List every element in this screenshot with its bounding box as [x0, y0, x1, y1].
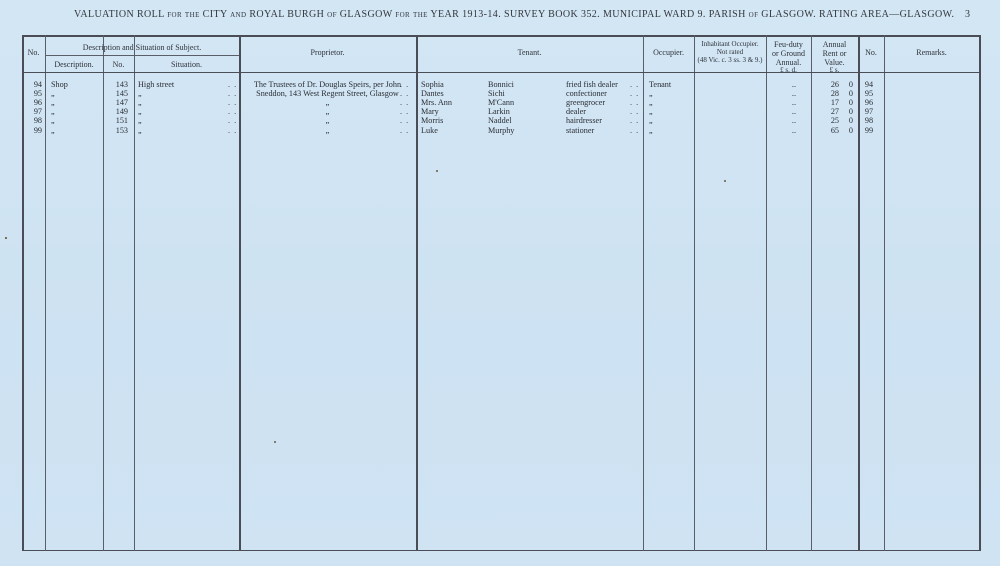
row-no: 96 — [33, 98, 42, 108]
row-tenant-trade: stationer — [566, 125, 595, 135]
row-occupier: „ — [649, 98, 653, 108]
page-title: VALUATION ROLL for the CITY and ROYAL BURGH of GLASGOW for the YEAR 1913-14. SURVEY BOOK 352. MUNICIPAL WARD 9. PARISH of GLASGOW. RATING AREA—GLASGOW. — [74, 9, 955, 20]
row-rent-pounds: 17 — [830, 98, 839, 108]
row-rent-pounds: 26 — [830, 80, 839, 89]
row-no: 94 — [33, 80, 42, 89]
row-tenant-surname: Bonnici — [488, 80, 514, 89]
inhabitant-line-1: Inhabitant Occupier. — [701, 40, 759, 48]
leader-dots-situation: . . — [228, 116, 238, 126]
row-number: 149 — [115, 107, 128, 117]
row-tenant-surname: Sichi — [488, 89, 505, 99]
rent-line-2: Rent or — [822, 49, 847, 58]
leader-dots-tenant: . . — [630, 80, 640, 89]
row-situation: „ — [138, 107, 142, 117]
col-header-feu-duty — [766, 40, 811, 67]
row-tenant-trade: greengrocer — [566, 98, 606, 108]
feu-line-3: Annual. — [775, 58, 802, 67]
row-tenant-first-name: Mrs. Ann — [421, 98, 452, 108]
row-rent-pounds: 25 — [830, 116, 839, 126]
leader-dots-tenant: . . — [630, 98, 640, 108]
row-tenant-first-name: Mary — [421, 107, 439, 117]
row-occupier: „ — [649, 116, 653, 126]
row-occupier: „ — [649, 89, 653, 99]
row-rent-shillings: 0 — [848, 116, 853, 126]
row-rent-shillings: 0 — [848, 89, 853, 99]
feu-line-2: or Ground — [771, 49, 806, 58]
leader-dots-proprietor: . . — [400, 80, 410, 89]
row-proprietor: „ — [325, 98, 330, 108]
row-tenant-surname: M'Cann — [488, 98, 515, 108]
row-proprietor: „ — [325, 107, 330, 117]
col-header-remarks: Remarks. — [916, 48, 947, 57]
row-no: 99 — [33, 125, 42, 135]
feu-line-1: Feu-duty — [774, 40, 803, 49]
row-no-right: 96 — [864, 98, 874, 108]
row-tenant-first-name: Morris — [421, 116, 444, 126]
table-row — [0, 89, 1000, 98]
row-rent-pounds: 27 — [830, 107, 839, 117]
row-feu-duty: .. — [791, 125, 796, 135]
leader-dots-proprietor: . . — [400, 125, 410, 135]
row-number: 151 — [115, 116, 128, 126]
leader-dots-tenant: . . — [630, 89, 640, 99]
row-number: 143 — [115, 80, 128, 89]
row-feu-duty: .. — [791, 98, 796, 108]
table-row — [0, 98, 1000, 107]
row-description: „ — [51, 116, 55, 126]
row-feu-duty: .. — [791, 80, 796, 89]
paper-speck — [436, 170, 438, 172]
row-no: 95 — [33, 89, 42, 99]
leader-dots-proprietor: . . — [400, 107, 410, 117]
leader-dots-tenant: . . — [630, 107, 640, 117]
rent-units: £ s. — [829, 66, 840, 74]
page-header — [0, 9, 1000, 25]
feu-units: £ s. d. — [780, 66, 797, 74]
col-header-description: Description. — [54, 60, 94, 69]
row-situation: „ — [138, 125, 142, 135]
leader-dots-proprietor: . . — [400, 89, 410, 99]
col-header-inhabitant — [694, 40, 766, 64]
row-occupier: „ — [649, 107, 653, 117]
table-row — [0, 116, 1000, 125]
row-proprietor: „ — [325, 125, 330, 135]
row-no-right: 94 — [864, 80, 874, 89]
row-situation: „ — [138, 98, 142, 108]
row-occupier: Tenant — [649, 80, 672, 89]
inhabitant-line-3: (48 Vic. c. 3 ss. 3 & 9.) — [697, 56, 763, 64]
row-feu-duty: .. — [791, 107, 796, 117]
row-proprietor: Sneddon, 143 West Regent Street, Glasgow — [256, 89, 399, 99]
col-header-number: No. — [112, 60, 125, 69]
table-row — [0, 126, 1000, 135]
row-tenant-first-name: Luke — [421, 125, 438, 135]
row-feu-duty: .. — [791, 116, 796, 126]
row-situation: High street — [138, 80, 175, 89]
inhabitant-line-2: Not rated — [716, 48, 744, 56]
row-rent-shillings: 0 — [848, 98, 853, 108]
row-tenant-surname: Naddel — [488, 116, 512, 126]
row-rent-pounds: 28 — [830, 89, 839, 99]
row-situation: „ — [138, 116, 142, 126]
row-number: 145 — [115, 89, 128, 99]
rule-under-group-header — [45, 55, 239, 56]
row-no-right: 99 — [864, 125, 874, 135]
table-row — [0, 80, 1000, 89]
row-feu-duty: .. — [791, 89, 796, 99]
row-description: „ — [51, 107, 55, 117]
row-number: 153 — [115, 125, 128, 135]
leader-dots-tenant: . . — [630, 116, 640, 126]
row-no-right: 97 — [864, 107, 874, 117]
row-description: Shop — [51, 80, 68, 89]
row-tenant-trade: dealer — [566, 107, 586, 117]
row-proprietor: The Trustees of Dr. Douglas Speirs, per John — [253, 80, 402, 89]
page-number: 3 — [965, 9, 971, 20]
col-header-annual-rent — [811, 40, 858, 67]
col-header-no-right: No. — [865, 48, 877, 57]
leader-dots-proprietor: . . — [400, 98, 410, 108]
row-rent-shillings: 0 — [848, 80, 853, 89]
col-header-situation: Situation. — [171, 60, 202, 69]
row-tenant-trade: confectioner — [566, 89, 607, 99]
row-description: „ — [51, 125, 55, 135]
row-rent-pounds: 65 — [830, 125, 839, 135]
leader-dots-situation: . . — [228, 89, 238, 99]
paper-speck — [5, 237, 7, 239]
row-no-right: 95 — [864, 89, 874, 99]
row-description: „ — [51, 89, 55, 99]
col-header-tenant: Tenant. — [517, 48, 542, 57]
col-header-description-group: Description and Situation of Subject. — [82, 43, 202, 52]
row-no-right: 98 — [864, 116, 874, 126]
row-situation: „ — [138, 89, 142, 99]
row-tenant-trade: fried fish dealer — [566, 80, 618, 89]
rent-line-3: Value. — [824, 58, 845, 67]
row-tenant-first-name: Sophia — [421, 80, 444, 89]
col-header-proprietor: Proprietor. — [310, 48, 345, 57]
leader-dots-situation: . . — [228, 98, 238, 108]
leader-dots-situation: . . — [228, 125, 238, 135]
table-row — [0, 107, 1000, 116]
row-tenant-surname: Murphy — [488, 125, 515, 135]
row-rent-shillings: 0 — [848, 107, 853, 117]
row-rent-shillings: 0 — [848, 125, 853, 135]
row-description: „ — [51, 98, 55, 108]
row-occupier: „ — [649, 125, 653, 135]
col-header-no: No. — [27, 48, 40, 57]
leader-dots-tenant: . . — [630, 125, 640, 135]
rent-line-1: Annual — [822, 40, 847, 49]
paper-speck — [724, 180, 726, 182]
row-proprietor: „ — [325, 116, 330, 126]
leader-dots-proprietor: . . — [400, 116, 410, 126]
col-header-occupier: Occupier. — [653, 48, 684, 57]
row-tenant-trade: hairdresser — [566, 116, 602, 126]
row-no: 97 — [33, 107, 42, 117]
row-no: 98 — [33, 116, 42, 126]
row-tenant-surname: Larkin — [488, 107, 510, 117]
leader-dots-situation: . . — [228, 107, 238, 117]
leader-dots-situation: . . — [228, 80, 238, 89]
row-tenant-first-name: Dantes — [421, 89, 444, 99]
row-number: 147 — [115, 98, 128, 108]
paper-speck — [274, 441, 276, 443]
